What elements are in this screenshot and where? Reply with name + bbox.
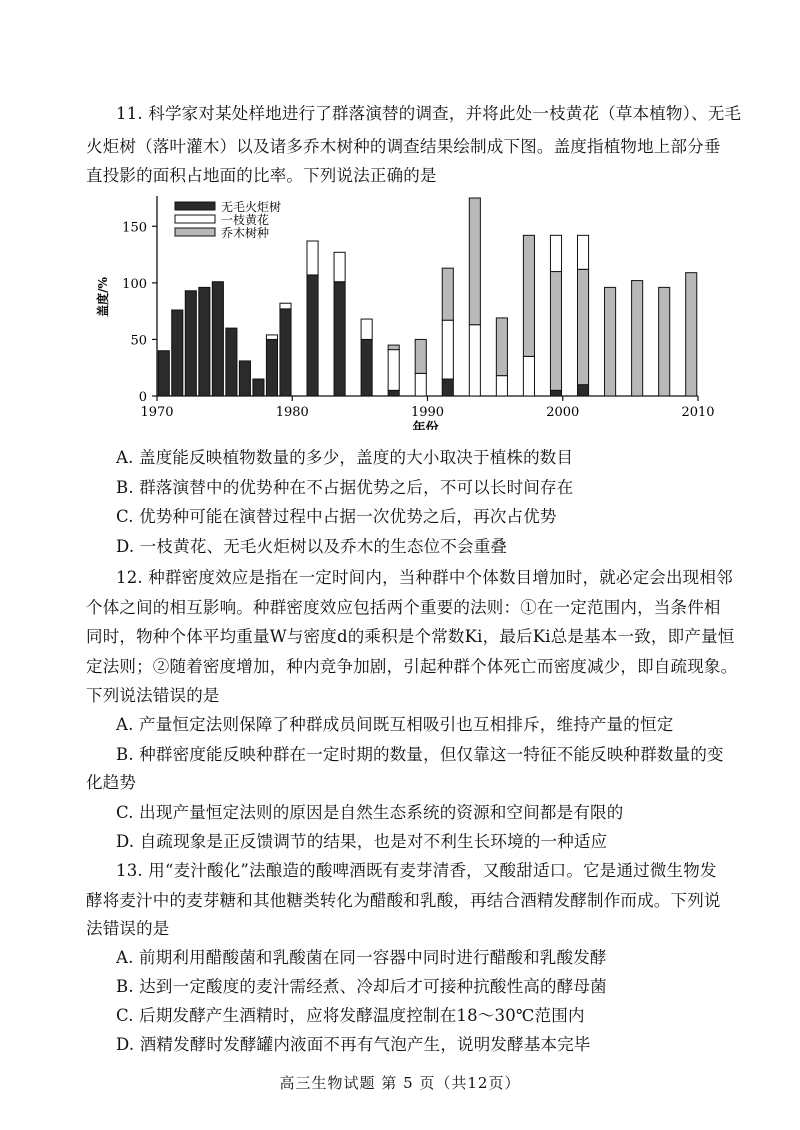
bar-sumac-1991 bbox=[442, 379, 453, 396]
bar-trees-1997 bbox=[523, 235, 534, 356]
legend-label-sumac: 无毛火炬树 bbox=[221, 200, 282, 214]
bar-goldenrod-1987 bbox=[388, 350, 399, 391]
y-tick-label: 0 bbox=[138, 390, 147, 405]
q12-option-c: C. 出现产量恒定法则的原因是自然生态系统的资源和空间都是有限的 bbox=[116, 803, 624, 822]
bar-sumac-1973 bbox=[199, 287, 210, 396]
bar-goldenrod-1978 bbox=[266, 335, 277, 340]
bar-sumac-1977 bbox=[253, 379, 264, 396]
bar-goldenrod-1983 bbox=[334, 252, 345, 281]
bar-goldenrod-cap-1999 bbox=[550, 235, 561, 271]
q11-stem-line3: 直投影的面积占地面的比率。下列说法正确的是 bbox=[86, 166, 437, 185]
bar-sumac-1972 bbox=[185, 291, 196, 396]
bar-goldenrod-1997 bbox=[523, 356, 534, 396]
bar-trees-1993 bbox=[469, 198, 480, 325]
q12-option-b-cont: 化趋势 bbox=[86, 773, 137, 792]
bar-trees-1987 bbox=[388, 345, 399, 350]
q11-option-c: C. 优势种可能在演替过程中占据一次优势之后，再次占优势 bbox=[116, 507, 557, 526]
legend-label-trees: 乔木树种 bbox=[221, 226, 270, 240]
bar-goldenrod-1985 bbox=[361, 319, 372, 339]
bar-sumac-1971 bbox=[172, 310, 183, 396]
legend-swatch-trees bbox=[175, 228, 215, 236]
x-tick-label: 1990 bbox=[410, 405, 445, 420]
bar-sumac-1983 bbox=[334, 282, 345, 396]
bar-sumac-1974 bbox=[212, 282, 223, 396]
coverage-chart-svg bbox=[86, 190, 726, 430]
q12-stem-line4: 定法则；②随着密度增加，种内竞争加剧，引起种群个体死亡而密度减少，即自疏现象。 bbox=[86, 657, 738, 676]
q13-option-d: D. 酒精发酵时发酵罐内液面不再有气泡产生，说明发酵基本完毕 bbox=[116, 1035, 591, 1054]
bar-goldenrod-1979 bbox=[280, 303, 291, 309]
coverage-chart bbox=[86, 190, 726, 430]
q12-option-a: A. 产量恒定法则保障了种群成员间既互相吸引也互相排斥，维持产量的恒定 bbox=[116, 715, 674, 734]
bar-trees-1995 bbox=[496, 318, 507, 376]
bar-sumac-1970 bbox=[158, 351, 169, 396]
q12-stem-line1: 12. 种群密度效应是指在一定时间内，当种群中个体数目增加时，就必定会出现相邻 bbox=[116, 568, 733, 587]
q11-stem-line1: 11. 科学家对某处样地进行了群落演替的调查，并将此处一枝黄花（草本植物）、无毛 bbox=[116, 104, 742, 123]
page-footer: 高三生物试题 第 5 页（共12页） bbox=[279, 1074, 521, 1092]
x-axis-label: 年份 bbox=[412, 421, 439, 430]
q13-stem-line2: 酵将麦汁中的麦芽糖和其他糖类转化为醋酸和乳酸，再结合酒精发酵制作而成。下列说 bbox=[86, 891, 721, 910]
q13-stem-line3: 法错误的是 bbox=[86, 919, 170, 938]
bar-trees-2009 bbox=[686, 273, 697, 396]
y-axis-label: 盖度/% bbox=[96, 277, 110, 317]
bar-sumac-1978 bbox=[266, 339, 277, 396]
bar-sumac-1981 bbox=[307, 275, 318, 396]
bar-goldenrod-cap-2001 bbox=[577, 235, 588, 269]
bar-sumac-2001 bbox=[577, 385, 588, 396]
bar-goldenrod-1991 bbox=[442, 320, 453, 379]
bar-sumac-1976 bbox=[239, 361, 250, 396]
bar-goldenrod-1993 bbox=[469, 325, 480, 396]
q13-stem-line1: 13. 用“麦汁酸化”法酿造的酸啤酒既有麦芽清香，又酸甜适口。它是通过微生物发 bbox=[116, 861, 717, 880]
q12-stem-line5: 下列说法错误的是 bbox=[86, 686, 220, 705]
bar-sumac-1979 bbox=[280, 309, 291, 396]
q12-stem-line2: 个体之间的相互影响。种群密度效应包括两个重要的法则：①在一定范围内，当条件相 bbox=[86, 598, 721, 617]
q12-option-b: B. 种群密度能反映种群在一定时期的数量，但仅靠这一特征不能反映种群数量的变 bbox=[116, 745, 724, 764]
x-tick-label: 2000 bbox=[546, 405, 580, 420]
x-tick-label: 1980 bbox=[275, 405, 309, 420]
bar-sumac-1975 bbox=[226, 328, 237, 396]
y-tick-label: 50 bbox=[130, 333, 147, 349]
bar-sumac-1985 bbox=[361, 339, 372, 396]
x-tick-label: 2010 bbox=[681, 405, 715, 420]
bar-trees-1989 bbox=[415, 339, 426, 373]
q12-stem-line3: 同时，物种个体平均重量W与密度d的乘积是个常数Ki，最后Ki总是基本一致，即产量恒 bbox=[86, 627, 735, 646]
q11-option-d: D. 一枝黄花、无毛火炬树以及乔木的生态位不会重叠 bbox=[116, 537, 508, 556]
legend-swatch-goldenrod bbox=[175, 215, 215, 223]
bar-sumac-1999 bbox=[550, 390, 561, 396]
bar-trees-2001 bbox=[577, 269, 588, 384]
q11-stem-line2: 火炬树（落叶灌木）以及诸多乔木树种的调查结果绘制成下图。盖度指植物地上部分垂 bbox=[86, 137, 721, 156]
y-tick-label: 150 bbox=[122, 220, 147, 236]
bar-goldenrod-1995 bbox=[496, 376, 507, 396]
bar-trees-2007 bbox=[659, 287, 670, 396]
q11-option-b: B. 群落演替中的优势种在不占据优势之后，不可以长时间存在 bbox=[116, 478, 574, 497]
legend-label-goldenrod: 一枝黄花 bbox=[221, 213, 270, 227]
bar-trees-1999 bbox=[550, 272, 561, 391]
legend-swatch-sumac bbox=[175, 202, 215, 210]
q13-option-c: C. 后期发酵产生酒精时，应将发酵温度控制在18～30℃范围内 bbox=[116, 1006, 585, 1025]
bar-trees-2005 bbox=[632, 281, 643, 396]
y-tick-label: 100 bbox=[122, 276, 147, 292]
bar-sumac-1987 bbox=[388, 390, 399, 396]
bar-trees-2003 bbox=[605, 287, 616, 396]
q12-option-d: D. 自疏现象是正反馈调节的结果，也是对不利生长环境的一种适应 bbox=[116, 832, 608, 851]
x-tick-label: 1970 bbox=[140, 405, 174, 420]
q11-option-a: A. 盖度能反映植物数量的多少，盖度的大小取决于植株的数目 bbox=[116, 448, 574, 467]
q13-option-a: A. 前期利用醋酸菌和乳酸菌在同一容器中同时进行醋酸和乳酸发酵 bbox=[116, 948, 607, 967]
q13-option-b: B. 达到一定酸度的麦汁需经煮、冷却后才可接种抗酸性高的酵母菌 bbox=[116, 977, 607, 996]
bar-trees-1991 bbox=[442, 268, 453, 320]
bar-goldenrod-1981 bbox=[307, 241, 318, 275]
bar-goldenrod-1989 bbox=[415, 373, 426, 396]
